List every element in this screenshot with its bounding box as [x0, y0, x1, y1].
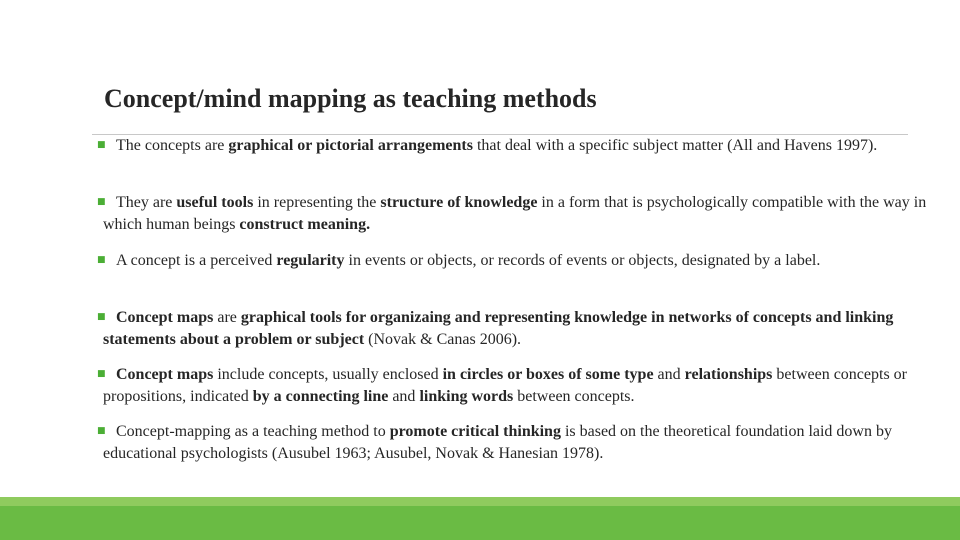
footer-accent-bar	[0, 497, 960, 540]
bullet-run: and	[388, 388, 420, 405]
bullet-text	[103, 192, 953, 236]
bullet-text	[103, 135, 953, 157]
bullet-run: The concepts are	[116, 137, 229, 154]
bullet-bold-run: Concept maps	[116, 309, 214, 326]
bullet-text	[103, 250, 953, 272]
bullet-run: is based on the theoretical foundation laid down by educational psychologists (Ausubel 1963; Ausubel, Novak & Hanesian 1978).	[103, 423, 892, 462]
bullet-item-5	[97, 364, 953, 408]
bullet-bold-run: regularity	[276, 252, 345, 269]
bullet-bold-run: in circles or boxes of some type	[442, 366, 654, 383]
bullet-run: (Novak & Canas 2006).	[364, 331, 522, 348]
bullet-bold-run: linking words	[419, 388, 514, 405]
bullet-item-4	[97, 307, 953, 351]
bullet-run: that deal with a specific subject matter (All and Havens 1997).	[472, 137, 878, 154]
square-bullet-icon: ■	[97, 140, 106, 150]
bullet-run: in a form that is psychologically compatible with the way in which human beings	[103, 194, 927, 233]
bullet-run: Concept-mapping as a teaching method to	[116, 423, 390, 440]
bullet-run: between concepts.	[513, 388, 635, 405]
square-bullet-icon: ■	[97, 255, 106, 265]
square-bullet-icon: ■	[97, 369, 106, 379]
bullet-bold-run: graphical tools for organizaing and representing knowledge in networks of concepts and linking statements about a problem or subject	[103, 309, 894, 348]
bullet-run: in events or objects, or records of events or objects, designated by a label.	[344, 252, 821, 269]
square-bullet-icon: ■	[97, 426, 106, 436]
bullet-bold-run: construct meaning.	[239, 216, 371, 233]
bullet-run: are	[213, 309, 241, 326]
bullet-run: in representing the	[253, 194, 381, 211]
bullet-item-1	[97, 135, 953, 157]
bullet-text	[103, 421, 953, 465]
slide-title: Concept/mind mapping as teaching methods	[104, 84, 597, 113]
bullet-run: They are	[116, 194, 177, 211]
bullet-bold-run: graphical or pictorial arrangements	[228, 137, 473, 154]
bullet-item-6	[97, 421, 953, 465]
bullet-item-3	[97, 250, 953, 272]
bullet-text	[103, 307, 953, 351]
bullet-bold-run: Concept maps	[116, 366, 214, 383]
bullet-run: between concepts or propositions, indicated	[103, 366, 907, 405]
bullet-run: include concepts, usually enclosed	[213, 366, 443, 383]
bullet-item-2	[97, 192, 953, 236]
square-bullet-icon: ■	[97, 312, 106, 322]
bullet-text	[103, 364, 953, 408]
bullet-bold-run: by a connecting line	[252, 388, 389, 405]
bullet-bold-run: relationships	[684, 366, 773, 383]
bullet-run: A concept is a perceived	[116, 252, 277, 269]
square-bullet-icon: ■	[97, 197, 106, 207]
bullet-bold-run: useful tools	[176, 194, 254, 211]
footer-accent-band	[0, 497, 960, 506]
bullet-bold-run: promote critical thinking	[389, 423, 561, 440]
bullet-bold-run: structure of knowledge	[380, 194, 538, 211]
bullet-run: and	[653, 366, 685, 383]
